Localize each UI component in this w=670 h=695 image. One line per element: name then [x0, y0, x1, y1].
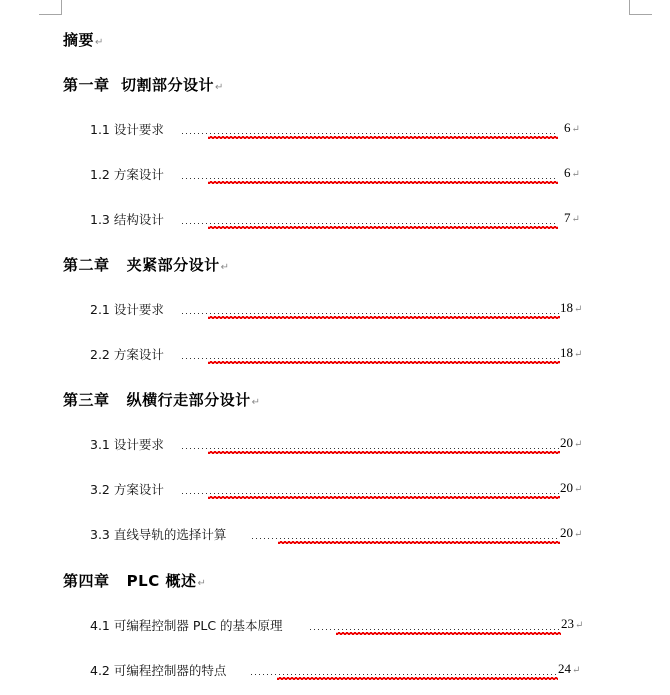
toc-entry-3-2[interactable]	[90, 480, 590, 500]
page-corner-mark-right	[629, 0, 652, 15]
paragraph-mark-icon: ↵	[574, 439, 583, 450]
entry-label: 3.3 直线导轨的选择计算	[90, 527, 227, 542]
toc-chapter-3-heading[interactable]	[63, 389, 261, 410]
entry-label: 4.2 可编程控制器的特点	[90, 663, 227, 678]
entry-label: 1.2 方案设计	[90, 167, 164, 182]
toc-entry-1-3[interactable]	[90, 210, 590, 230]
toc-chapter-2-heading[interactable]	[63, 254, 230, 275]
paragraph-mark-icon: ↵	[214, 82, 224, 93]
entry-page-number: 18↵	[560, 345, 583, 360]
paragraph-mark-icon: ↵	[251, 397, 261, 408]
entry-label: 4.1 可编程控制器 PLC 的基本原理	[90, 618, 283, 633]
dot-leader	[252, 538, 560, 539]
entry-label: 3.2 方案设计	[90, 482, 164, 497]
spellcheck-underline	[208, 361, 560, 364]
dot-leader	[182, 178, 558, 179]
dot-leader	[182, 223, 558, 224]
toc-heading-abstract[interactable]	[63, 29, 104, 50]
heading-text: 第一章 切割部分设计	[63, 76, 214, 94]
entry-page-number: 20↵	[560, 435, 583, 450]
entry-page-number: 20↵	[560, 525, 583, 540]
entry-page-number: 24↵	[558, 661, 581, 676]
heading-text: 摘要	[63, 31, 95, 49]
spellcheck-underline	[208, 226, 558, 229]
paragraph-mark-icon: ↵	[574, 529, 583, 540]
entry-page-number: 18↵	[560, 300, 583, 315]
page-corner-mark-left	[39, 0, 62, 15]
entry-page-number: 23↵	[561, 616, 584, 631]
paragraph-mark-icon: ↵	[574, 349, 583, 360]
paragraph-mark-icon: ↵	[220, 262, 230, 273]
entry-page-number: 7↵	[564, 210, 580, 225]
toc-entry-3-3[interactable]	[90, 525, 590, 545]
paragraph-mark-icon: ↵	[572, 665, 581, 676]
toc-chapter-1-heading[interactable]	[63, 74, 224, 95]
entry-label: 2.2 方案设计	[90, 347, 164, 362]
toc-entry-3-1[interactable]	[90, 435, 590, 455]
entry-label: 3.1 设计要求	[90, 437, 164, 452]
toc-chapter-4-heading[interactable]	[63, 570, 206, 591]
spellcheck-underline	[278, 541, 560, 544]
spellcheck-underline	[208, 316, 560, 319]
spellcheck-underline	[336, 632, 561, 635]
entry-label: 1.3 结构设计	[90, 212, 164, 227]
dot-leader	[182, 493, 560, 494]
dot-leader	[310, 629, 561, 630]
paragraph-mark-icon: ↵	[571, 169, 580, 180]
heading-text: 第三章 纵横行走部分设计	[63, 391, 251, 409]
paragraph-mark-icon: ↵	[197, 578, 207, 589]
spellcheck-underline	[208, 496, 560, 499]
spellcheck-underline	[208, 451, 560, 454]
toc-entry-4-2[interactable]	[90, 661, 590, 681]
toc-entry-1-2[interactable]	[90, 165, 590, 185]
spellcheck-underline	[208, 181, 558, 184]
paragraph-mark-icon: ↵	[575, 620, 584, 631]
spellcheck-underline	[277, 677, 558, 680]
toc-entry-2-1[interactable]	[90, 300, 590, 320]
dot-leader	[182, 448, 560, 449]
entry-page-number: 20↵	[560, 480, 583, 495]
entry-page-number: 6↵	[564, 120, 580, 135]
spellcheck-underline	[208, 136, 558, 139]
entry-page-number: 6↵	[564, 165, 580, 180]
heading-text: 第二章 夹紧部分设计	[63, 256, 220, 274]
entry-label: 2.1 设计要求	[90, 302, 164, 317]
dot-leader	[182, 313, 560, 314]
heading-text: 第四章 PLC 概述	[63, 572, 197, 590]
entry-label: 1.1 设计要求	[90, 122, 164, 137]
dot-leader	[182, 358, 560, 359]
toc-entry-2-2[interactable]	[90, 345, 590, 365]
dot-leader	[182, 133, 558, 134]
paragraph-mark-icon: ↵	[95, 37, 104, 48]
paragraph-mark-icon: ↵	[574, 484, 583, 495]
toc-entry-1-1[interactable]	[90, 120, 590, 140]
toc-entry-4-1[interactable]	[90, 616, 590, 636]
dot-leader	[251, 674, 558, 675]
paragraph-mark-icon: ↵	[571, 214, 580, 225]
paragraph-mark-icon: ↵	[574, 304, 583, 315]
paragraph-mark-icon: ↵	[571, 124, 580, 135]
